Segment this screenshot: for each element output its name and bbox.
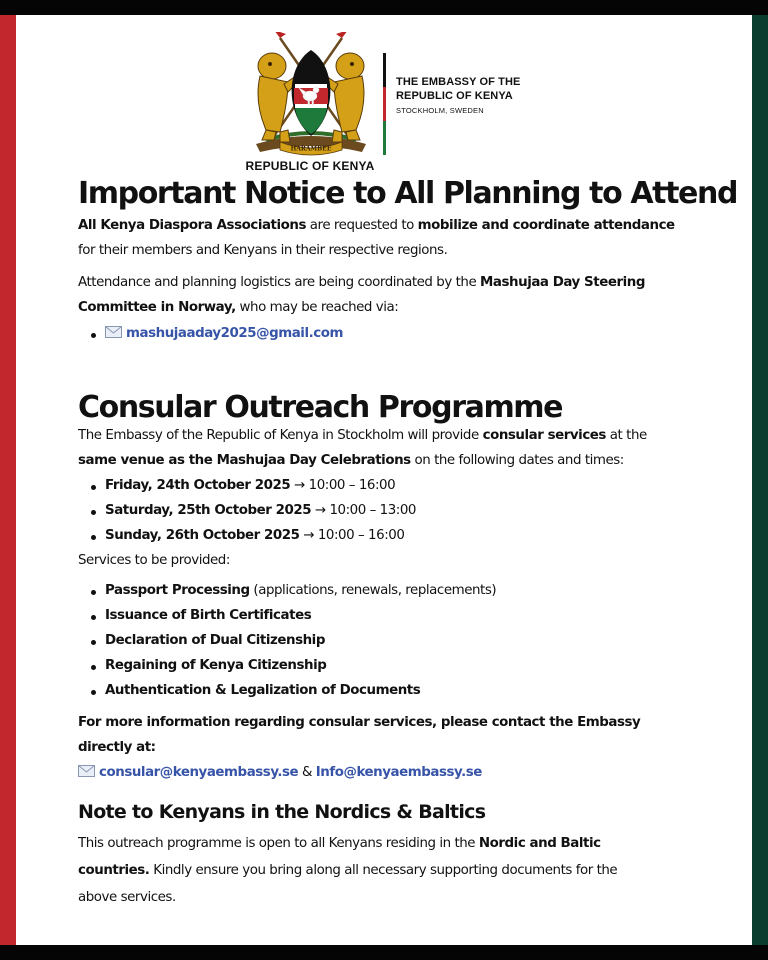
schedule-day: Sunday, 26th October 2025 [105,528,300,543]
bullet [91,615,96,620]
service-name: Declaration of Dual Citizenship [105,633,325,648]
bullet [91,485,96,490]
envelope-icon [78,765,95,777]
envelope-icon [105,326,122,338]
service-name: Passport Processing [105,583,250,598]
schedule-time: 10:00 – 13:00 [329,503,417,518]
text: The Embassy of the Republic of Kenya in Stockholm will provide [78,428,483,443]
outreach-intro-line-1 [78,428,647,443]
embassy-name-line2: REPUBLIC OF KENYA [396,90,513,102]
text: Attendance and planning logistics are being coordinated by the [78,275,481,290]
nordics-line-1 [78,836,601,851]
embassy-name-line1: THE EMBASSY OF THE [396,76,521,88]
arrow-icon: → [311,503,330,518]
notice-paragraph-1-line-1 [78,218,675,233]
service-name: Issuance of Birth Certificates [105,608,312,623]
list-item [105,326,343,341]
text-bold: mobilize and coordinate attendance [417,218,675,233]
text-bold: directly at: [78,740,156,755]
text: on the following dates and times: [410,453,624,468]
schedule-day: Saturday, 25th October 2025 [105,503,312,518]
nordics-title: Note to Kenyans in the Nordics & Baltics [78,801,486,823]
frame-top-bar [0,0,768,15]
consular-email-link[interactable]: consular@kenyaembassy.se [99,765,299,780]
bullet [91,510,96,515]
service-item [105,633,325,648]
schedule-time: 10:00 – 16:00 [317,528,405,543]
frame-left-bar-red [0,15,16,945]
schedule-item [105,528,404,543]
service-item [105,583,496,598]
text-bold: Committee in Norway, [78,300,236,315]
text: at the [605,428,647,443]
arrow-icon: → [290,478,309,493]
flag-divider [383,53,386,155]
bullet [91,535,96,540]
outreach-intro-line-2 [78,453,624,468]
crest-caption: REPUBLIC OF KENYA [245,159,375,173]
bullet [91,665,96,670]
embassy-city: STOCKHOLM, SWEDEN [396,106,484,115]
service-name: Regaining of Kenya Citizenship [105,658,327,673]
service-item [105,683,420,698]
notice-paragraph-2-line-1 [78,275,645,290]
bullet [91,333,96,338]
contact-line-1 [78,715,640,730]
frame-right-bar-green [752,15,768,945]
text-bold: Mashujaa Day Steering [480,275,645,290]
service-name: Authentication & Legalization of Documents [105,683,421,698]
text: & [298,765,316,780]
contact-line-2 [78,740,156,755]
schedule-day: Friday, 24th October 2025 [105,478,291,493]
text: This outreach programme is open to all Kenyans residing in the [78,836,479,851]
contact-emails [78,765,482,780]
kenya-coat-of-arms-icon [244,32,378,158]
text-bold: consular services [482,428,606,443]
schedule-time: 10:00 – 16:00 [308,478,396,493]
frame-bottom-bar [0,945,768,960]
info-email-link[interactable]: Info@kenyaembassy.se [315,765,482,780]
text: Kindly ensure you bring along all necessary supporting documents for the [149,863,618,878]
service-item [105,608,311,623]
arrow-icon: → [299,528,318,543]
outreach-title: Consular Outreach Programme [78,390,563,425]
steering-committee-email-link[interactable]: mashujaaday2025@gmail.com [126,326,343,341]
text-bold: same venue as the Mashujaa Day Celebrations [78,453,411,468]
notice-paragraph-1-line-2: for their members and Kenyans in their respective regions. [78,243,448,258]
schedule-item [105,503,416,518]
schedule-item [105,478,395,493]
crest-motto: HARAMBEE [290,145,332,153]
notice-title: Important Notice to All Planning to Attend [78,176,738,211]
bullet [91,690,96,695]
nordics-line-2 [78,863,617,878]
text-bold: Nordic and Baltic [478,836,601,851]
text-bold: For more information regarding consular services, please contact the Embassy [78,715,641,730]
text-bold: All Kenya Diaspora Associations [78,218,306,233]
notice-paragraph-2-line-2 [78,300,398,315]
text: who may be reached via: [235,300,399,315]
bullet [91,590,96,595]
service-item [105,658,326,673]
service-note: (applications, renewals, replacements) [249,583,497,598]
text: are requested to [306,218,418,233]
text-bold: countries. [78,863,150,878]
services-label: Services to be provided: [78,553,230,568]
nordics-line-3: above services. [78,890,176,905]
bullet [91,640,96,645]
